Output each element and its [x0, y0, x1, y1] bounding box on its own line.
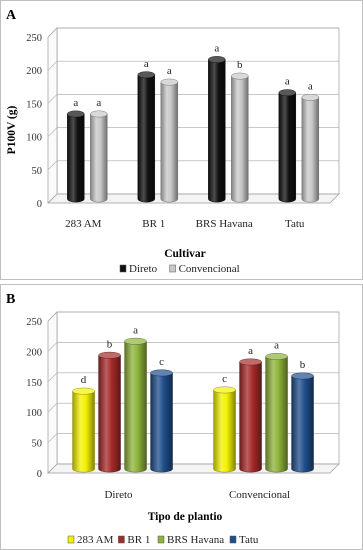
b-bar-top	[266, 353, 288, 359]
b-bar	[240, 359, 262, 472]
b-bar-top	[125, 338, 147, 344]
b-legend-swatch	[118, 536, 124, 543]
a-legend-label: Direto	[129, 263, 158, 275]
chart-b-panel-letter: B	[6, 292, 16, 307]
a-significance-letter: a	[307, 80, 313, 93]
a-y-tick-label: 200	[26, 66, 42, 78]
a-significance-letter: a	[284, 75, 290, 88]
a-y-tick-label: 50	[31, 165, 42, 177]
a-bar-body	[279, 93, 296, 202]
a-bar-top	[231, 73, 248, 79]
b-significance-letter: a	[274, 339, 279, 352]
chart-a-legend	[120, 263, 240, 275]
b-y-tick-label: 150	[26, 377, 42, 389]
chart-panel-b	[1, 285, 363, 550]
b-bar-body	[292, 376, 314, 472]
a-bar-top	[161, 79, 178, 85]
b-bar	[151, 370, 173, 472]
b-significance-letter: c	[159, 355, 164, 368]
b-bar-body	[151, 373, 173, 472]
a-bar-top	[138, 72, 155, 78]
b-side-wall	[48, 312, 57, 473]
a-legend-label: Convencional	[178, 263, 240, 275]
b-bar-body	[125, 341, 147, 472]
b-bar-top	[99, 352, 121, 358]
a-bar-body	[67, 114, 84, 202]
b-significance-letter: c	[222, 372, 227, 385]
a-bar-top	[302, 94, 319, 100]
b-significance-letter: a	[248, 344, 253, 357]
b-y-tick-label: 250	[26, 317, 42, 328]
a-y-tick-label: 150	[26, 99, 42, 111]
a-bar	[90, 111, 107, 202]
chart-panel-a	[1, 1, 363, 280]
a-bar-body	[231, 76, 248, 202]
a-category-label: BRS Havana	[195, 218, 253, 230]
a-category-label: BR 1	[142, 218, 166, 230]
a-side-wall	[48, 28, 57, 203]
chart-b-x-axis-title: Tipo de plantio	[147, 511, 223, 523]
chart-a-x-axis-title: Cultivar	[164, 248, 206, 260]
a-bar	[138, 72, 155, 203]
a-bar	[302, 94, 319, 202]
b-bar	[73, 388, 95, 472]
b-bar	[125, 338, 147, 472]
b-legend-label: BR 1	[127, 534, 151, 546]
b-bar	[292, 373, 314, 472]
a-legend-swatch	[170, 265, 176, 272]
a-significance-letter: a	[166, 65, 172, 78]
b-bar-top	[151, 370, 173, 376]
a-bar-top	[208, 56, 225, 62]
a-bar-top	[279, 90, 296, 96]
a-category-label: Tatu	[285, 218, 305, 230]
b-bar-body	[214, 390, 236, 472]
b-legend-label: 283 AM	[77, 534, 114, 546]
b-category-label: Convencional	[228, 489, 291, 501]
a-significance-letter: a	[73, 96, 79, 109]
b-bar-top	[292, 373, 314, 379]
b-bar	[214, 387, 236, 472]
a-category-label: 283 AM	[65, 218, 102, 230]
chart-a-panel-letter: A	[6, 8, 17, 23]
a-bar	[279, 90, 296, 203]
b-bar-top	[73, 388, 95, 394]
a-y-tick-label: 0	[36, 199, 42, 210]
b-legend-label: Tatu	[239, 534, 259, 546]
a-legend-swatch	[120, 265, 126, 272]
b-legend-swatch	[158, 536, 164, 543]
b-bar-body	[73, 391, 95, 472]
b-legend-swatch	[230, 536, 236, 543]
a-bar-body	[208, 60, 225, 203]
b-bar-top	[240, 359, 262, 365]
a-bar-body	[138, 75, 155, 202]
a-bar-top	[67, 111, 84, 117]
a-bar-body	[90, 114, 107, 202]
a-significance-letter: b	[237, 59, 243, 72]
b-y-tick-label: 50	[31, 438, 42, 450]
b-y-tick-label: 200	[26, 347, 42, 359]
a-y-tick-label: 100	[26, 132, 42, 144]
a-bar-top	[90, 111, 107, 117]
b-category-label: Direto	[104, 489, 133, 501]
a-bar	[231, 73, 248, 202]
b-significance-letter: b	[299, 358, 306, 371]
b-significance-letter: b	[106, 338, 113, 351]
a-significance-letter: a	[96, 96, 102, 109]
a-significance-letter: a	[214, 42, 220, 55]
b-bar	[99, 352, 121, 472]
b-y-tick-label: 100	[26, 408, 42, 420]
a-bar-body	[302, 97, 319, 202]
chart-a-y-axis-title: P100V (g)	[6, 105, 18, 155]
b-bar-body	[99, 355, 121, 472]
b-legend-swatch	[68, 536, 74, 543]
a-y-tick-label: 250	[26, 33, 42, 44]
b-bar	[266, 353, 288, 472]
a-bar	[67, 111, 84, 202]
a-bar	[161, 79, 178, 202]
b-significance-letter: a	[133, 324, 138, 337]
b-significance-letter: d	[80, 374, 87, 387]
b-y-tick-label: 0	[36, 469, 42, 480]
b-bar-body	[240, 362, 262, 472]
b-legend-label: BRS Havana	[167, 534, 225, 546]
a-bar-body	[161, 82, 178, 202]
b-bar-top	[214, 387, 236, 393]
a-bar	[208, 56, 225, 202]
a-significance-letter: a	[143, 57, 149, 70]
b-bar-body	[266, 356, 288, 472]
